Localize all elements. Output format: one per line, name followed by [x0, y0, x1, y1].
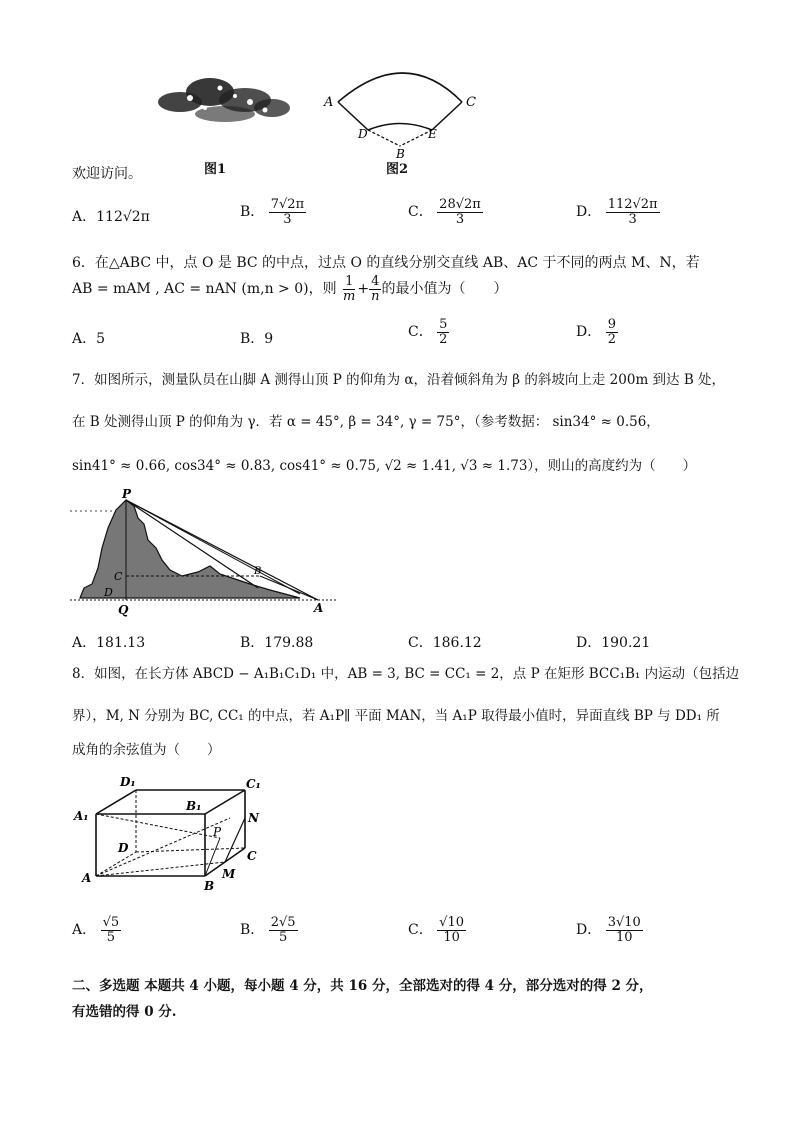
- q6-option-d-den: 2: [607, 331, 616, 347]
- q8-option-b: [240, 916, 298, 944]
- q8-line-2: 界），M, N 分别为 BC, CC₁ 的中点，若 A₁P∥ 平面 MAN，当 A₁P 取得最小值时，异面直线 BP 与 DD₁ 所: [72, 708, 720, 724]
- q5-option-c: [408, 198, 483, 226]
- fig2-label-e: E: [428, 127, 437, 141]
- q8-fig-label-b1: B₁: [186, 799, 202, 813]
- section-2-heading-line-2: 有选错的得 0 分.: [72, 1004, 177, 1020]
- q7-fig-label-c: C: [114, 570, 123, 583]
- q8-option-d-num: 3√10: [607, 915, 641, 930]
- q6-option-b: [240, 328, 273, 348]
- q7-option-c-text: 186.12: [432, 635, 482, 651]
- q8-fig-label-b: B: [204, 879, 215, 893]
- q8-option-b-den: 5: [279, 929, 288, 945]
- q8-option-b-num: 2√5: [270, 915, 296, 930]
- q6-option-c-letter: C．: [408, 324, 433, 341]
- q6-option-d-letter: D．: [576, 324, 602, 341]
- section-2-heading-line-1: 二、多选题 本题共 4 小题，每小题 4 分，共 16 分，全部选对的得 4 分，部分选对的得 2 分，: [72, 978, 653, 994]
- q6-option-d-num: 9: [607, 317, 616, 332]
- fig2-label-a: A: [324, 95, 334, 110]
- q6-frac2-num: 4: [371, 274, 380, 289]
- q7-option-c: [408, 632, 482, 652]
- q5-option-c-num: 28√2π: [439, 197, 481, 212]
- q7-option-b: [240, 632, 313, 652]
- q8-fig-label-d1: D₁: [120, 775, 136, 789]
- q5-option-b: [240, 198, 306, 226]
- q8-fig-label-n: N: [248, 811, 259, 825]
- q5-option-a-text: 112√2π: [96, 209, 150, 225]
- figure-1-landscape: [150, 70, 300, 130]
- q5-option-d-num: 112√2π: [607, 197, 658, 212]
- q7-fig-label-a: A: [314, 601, 324, 615]
- q5-option-b-num: 7√2π: [270, 197, 305, 212]
- q7-mountain-figure: [70, 488, 350, 618]
- q6-frac2-den: n: [371, 288, 380, 304]
- q8-option-c-num: √10: [439, 915, 464, 930]
- q6-option-c-den: 2: [439, 331, 448, 347]
- q8-option-d: [576, 916, 643, 944]
- figure-2-caption: 图2: [386, 162, 409, 177]
- q8-option-c-den: 10: [443, 929, 460, 945]
- q6-frac1-num: 1: [345, 274, 354, 289]
- q6-line-2: [72, 275, 507, 303]
- q8-fig-label-c1: C₁: [246, 777, 261, 791]
- q6-option-b-text: 9: [264, 331, 274, 347]
- q7-option-b-text: 179.88: [264, 635, 314, 651]
- q7-option-a-letter: A．: [72, 635, 97, 651]
- q7-line-3: sin41° ≈ 0.66, cos34° ≈ 0.83, cos41° ≈ 0.75, √2 ≈ 1.41, √3 ≈ 1.73），则山的高度约为（ ）: [72, 458, 697, 474]
- q8-cuboid-figure: [70, 770, 270, 894]
- q7-option-a-text: 181.13: [96, 635, 146, 651]
- q6-option-a-text: 5: [96, 331, 106, 347]
- fig2-label-d: D: [358, 127, 368, 141]
- q6-line-1: 6．在△ABC 中，点 O 是 BC 的中点，过点 O 的直线分别交直线 AB、AC 于不同的两点 M、N，若: [72, 255, 700, 271]
- q5-option-d-den: 3: [628, 211, 637, 227]
- fig2-label-b: B: [396, 147, 405, 161]
- q8-option-a-letter: A．: [72, 922, 97, 939]
- q5-option-d: [576, 198, 660, 226]
- q6-option-b-letter: B．: [240, 331, 265, 347]
- q6-option-a-letter: A．: [72, 331, 97, 347]
- q5-option-a: [72, 206, 150, 226]
- q7-option-d-letter: D．: [576, 635, 602, 651]
- q5-option-b-den: 3: [283, 211, 292, 227]
- figure-2-fan: [320, 62, 490, 162]
- q8-option-a: [72, 916, 121, 944]
- q8-option-a-den: 5: [106, 929, 115, 945]
- q6-frac1-den: m: [343, 288, 356, 304]
- q7-fig-label-p: P: [122, 488, 132, 501]
- q5-option-b-letter: B．: [240, 204, 265, 221]
- figure-1-caption: 图1: [204, 162, 227, 177]
- q6-line-2-post: 的最小值为（ ）: [381, 281, 508, 298]
- q5-option-c-letter: C．: [408, 204, 433, 221]
- q8-line-3: 成角的余弦值为（ ）: [72, 742, 221, 758]
- q8-option-c: [408, 916, 466, 944]
- q8-line-1: 8．如图，在长方体 ABCD − A₁B₁C₁D₁ 中，AB = 3, BC = CC₁ = 2，点 P 在矩形 BCC₁B₁ 内运动（包括边: [72, 666, 740, 682]
- q8-fig-label-p: P: [213, 825, 222, 839]
- q6-option-c-num: 5: [439, 317, 448, 332]
- q7-fig-label-d: D: [104, 586, 113, 599]
- fig2-label-c: C: [466, 95, 476, 110]
- q8-fig-label-d: D: [118, 841, 129, 855]
- q8-option-c-letter: C．: [408, 922, 433, 939]
- q6-option-c: [408, 318, 449, 346]
- q7-line-2: 在 B 处测得山顶 P 的仰角为 γ．若 α = 45°, β = 34°, γ = 75°，（参考数据： sin34° ≈ 0.56，: [72, 414, 660, 430]
- q5-option-c-den: 3: [455, 211, 465, 227]
- q7-option-d-text: 190.21: [601, 635, 651, 651]
- q5-option-d-letter: D．: [576, 204, 602, 221]
- q5-option-a-letter: A．: [72, 209, 97, 225]
- q8-option-b-letter: B．: [240, 922, 265, 939]
- q7-fig-label-b: B: [254, 566, 262, 577]
- q8-option-d-letter: D．: [576, 922, 602, 939]
- q7-fig-label-q: Q: [118, 603, 129, 617]
- q7-option-b-letter: B．: [240, 635, 265, 651]
- q6-option-d: [576, 318, 618, 346]
- q7-line-1: 7．如图所示，测量队员在山脚 A 测得山顶 P 的仰角为 α，沿着倾斜角为 β 的斜坡向上走 200m 到达 B 处，: [72, 372, 726, 388]
- q6-line-2-pre: AB = mAM , AC = nAN (m,n > 0)，则: [72, 281, 337, 298]
- q7-option-d: [576, 632, 650, 652]
- q8-fig-label-a: A: [82, 871, 92, 885]
- q6-plus: +: [357, 281, 370, 298]
- q8-fig-label-c: C: [247, 849, 257, 863]
- q6-option-a: [72, 328, 105, 348]
- q7-option-a: [72, 632, 145, 652]
- q8-fig-label-m: M: [222, 867, 236, 881]
- q8-option-a-num: √5: [102, 915, 120, 930]
- q8-fig-label-a1: A₁: [74, 809, 89, 823]
- q7-option-c-letter: C．: [408, 635, 433, 651]
- visit-text: 欢迎访问。: [72, 166, 142, 182]
- q8-option-d-den: 10: [615, 929, 633, 945]
